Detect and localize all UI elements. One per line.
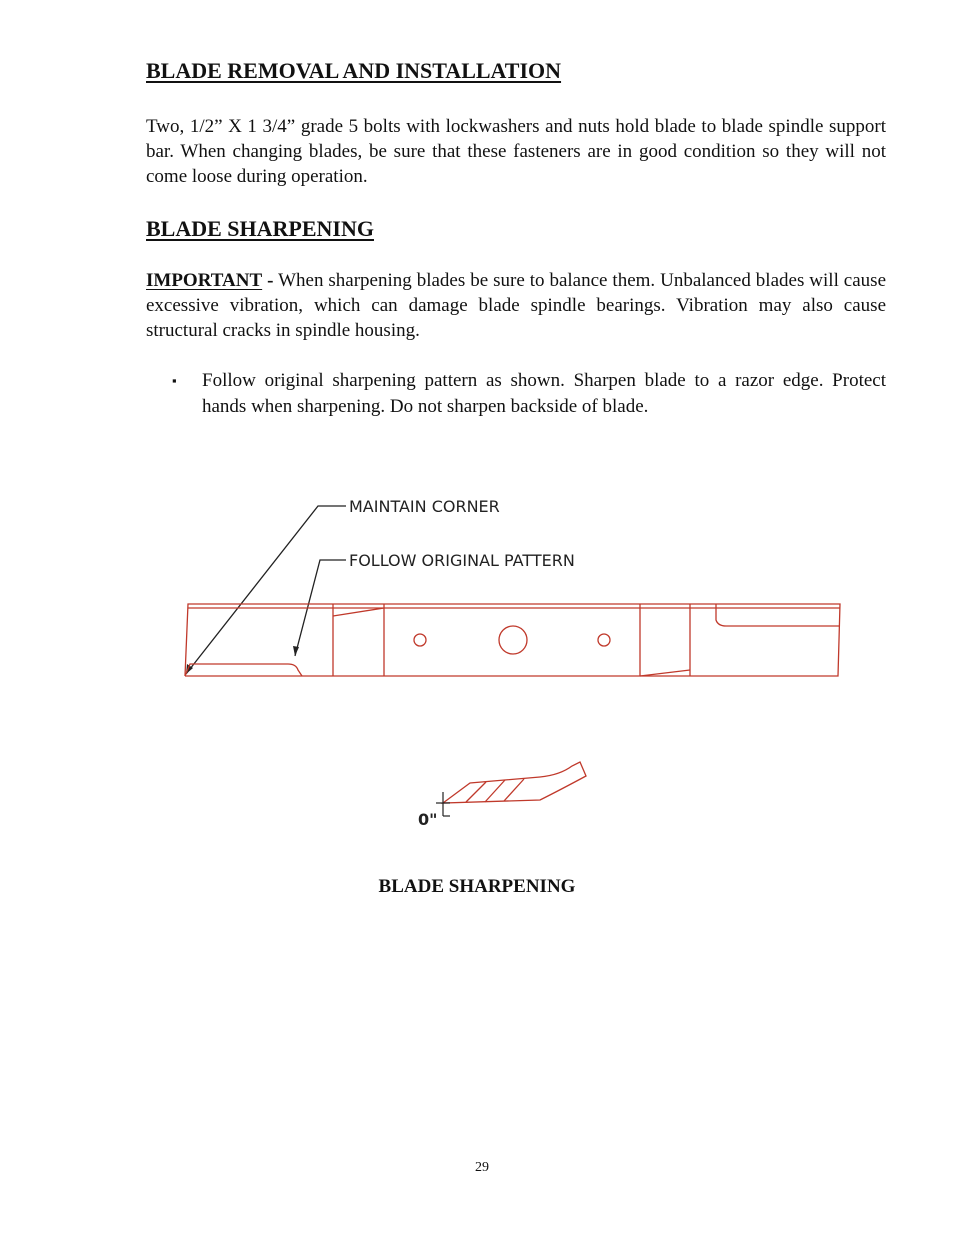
section-heading-sharpening: BLADE SHARPENING	[146, 216, 374, 241]
blade-outline	[185, 604, 840, 676]
edge-profile	[443, 762, 586, 803]
section-heading-removal: BLADE REMOVAL AND INSTALLATION	[146, 58, 562, 83]
removal-paragraph: Two, 1/2” X 1 3/4” grade 5 bolts with lockwashers and nuts hold blade to blade spindle support bar. When changing blades, be sure that these fasteners are in good condition so they will not come loose during operation.	[146, 116, 886, 187]
callout-leader-lines	[186, 506, 346, 674]
important-paragraph	[146, 268, 886, 343]
edge-dimension-marks	[436, 792, 450, 816]
bullet-marker: ▪	[172, 373, 177, 388]
important-label: IMPORTANT	[146, 270, 263, 291]
bullet-text: Follow original sharpening pattern as shown. Sharpen blade to a razor edge. Protect hands when sharpening. Do not sharpen backside of blade.	[202, 370, 886, 417]
callout-follow-pattern: FOLLOW ORIGINAL PATTERN	[349, 551, 575, 570]
edge-zero-label: 0"	[418, 810, 438, 829]
figure-caption: BLADE SHARPENING	[378, 876, 576, 897]
important-text: When sharpening blades be sure to balance them. Unbalanced blades will cause excessive vibration, which can damage blade spindle bearings. Vibration may also cause structural cracks in spindle housing.	[146, 270, 887, 341]
bullet-item	[172, 368, 886, 420]
important-dash: -	[267, 270, 274, 291]
callout-maintain-corner: MAINTAIN CORNER	[349, 497, 500, 516]
page-number: 29	[475, 1160, 489, 1175]
blade-diagram	[0, 470, 954, 830]
